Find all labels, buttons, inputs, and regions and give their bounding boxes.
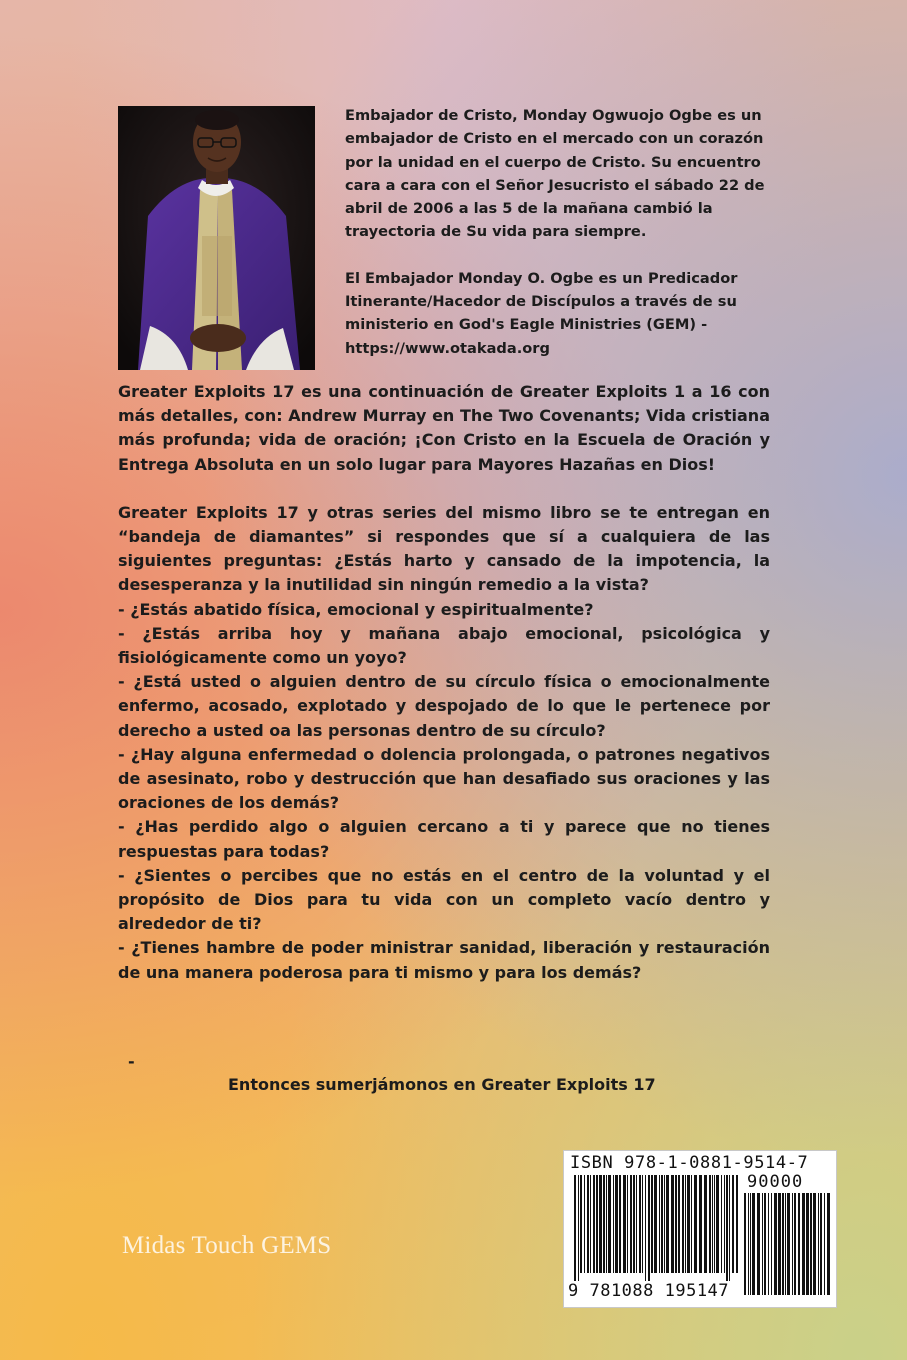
question-item: - ¿Estás arriba hoy y mañana abajo emocional, psicológica y fisiológicamente como un yoyo? (118, 623, 770, 668)
barcode-bar (785, 1193, 786, 1295)
barcode-bar (764, 1193, 766, 1295)
description-lead: Greater Exploits 17 y otras series del mismo libro se te entregan en “bandeja de diamantes” si respondes que sí a cualquiera de las siguientes preguntas: ¿Estás harto y cansado de la impotencia, la desesperanza y la inutilidad sin ningún remedio a la vista? (118, 502, 770, 595)
barcode-bar (744, 1193, 746, 1295)
barcode-bar (584, 1175, 585, 1273)
isbn-label: ISBN 978-1-0881-9514-7 (570, 1153, 809, 1173)
barcode-bar (794, 1193, 796, 1295)
barcode-bar (603, 1175, 605, 1273)
barcode-bar (792, 1193, 793, 1295)
barcode-bar (806, 1193, 809, 1295)
question-item: - ¿Has perdido algo o alguien cercano a ti y parece que no tienes respuestas para todas? (118, 817, 770, 861)
barcode-bar (593, 1175, 595, 1273)
barcode-bar (752, 1193, 755, 1295)
bio-paragraph-2: El Embajador Monday O. Ogbe es un Predicador Itinerante/Hacedor de Discípulos a través de su ministerio en God's Eagle Ministries (GEM) - https://www.otakada.org (345, 269, 738, 357)
barcode-bar (623, 1175, 626, 1273)
barcode-bar (750, 1193, 751, 1295)
barcode-bar (630, 1175, 632, 1273)
barcode-bar (642, 1175, 643, 1273)
barcode-bar (810, 1193, 812, 1295)
barcode-bar (771, 1193, 772, 1295)
barcode-bar (578, 1175, 579, 1281)
author-portrait-illustration (118, 106, 315, 370)
barcode-bar (762, 1193, 763, 1295)
book-description (118, 380, 770, 985)
barcode-bar (645, 1175, 646, 1281)
barcode-bar (682, 1175, 684, 1273)
barcode-bar (778, 1193, 781, 1295)
barcode-bar (709, 1175, 711, 1273)
barcode-bar (813, 1193, 816, 1295)
barcode-bar (798, 1193, 800, 1295)
bio-paragraph-1: Embajador de Cristo, Monday Ogwuojo Ogbe es un embajador de Cristo en el mercado con un corazón por la unidad en el cuerpo de Cristo. Su encuentro cara a cara con el Señor Jesucristo el sábado 22 de abril de 2006 a las 5 de la mañana cambió la trayectoria de Su vida para siempre. (345, 107, 765, 241)
isbn-barcode (563, 1150, 837, 1308)
barcode-bar (787, 1193, 790, 1295)
barcode-bar (818, 1193, 819, 1295)
barcode-bar (732, 1175, 734, 1273)
barcode-bar (664, 1175, 665, 1273)
ean-digits: 9 781088 195147 (568, 1281, 730, 1301)
barcode-bar (824, 1193, 825, 1295)
barcode-bar (615, 1175, 618, 1273)
barcode-bar (820, 1193, 822, 1295)
barcode-bar (627, 1175, 628, 1273)
ean-barcode-bars (574, 1175, 740, 1281)
barcode-bar (768, 1193, 769, 1295)
addon-digits: 90000 (747, 1172, 804, 1192)
barcode-bar (724, 1175, 725, 1273)
barcode-bar (606, 1175, 607, 1273)
description-intro: Greater Exploits 17 es una continuación de Greater Exploits 1 a 16 con más detalles, con: Andrew Murray en The Two Covenants; Vida cristiana más profunda; vida de oración; ¡Con Cristo en la Escuela de Oración y Entrega Absoluta en un solo lugar para Mayores Hazañas en Dios! (118, 382, 770, 474)
barcode-bar (590, 1175, 591, 1273)
barcode-bar (675, 1175, 677, 1273)
question-item: - ¿Estás abatido física, emocional y espiritualmente? (118, 599, 594, 619)
barcode-bar (685, 1175, 686, 1273)
barcode-bar (691, 1175, 692, 1273)
barcode-bar (721, 1175, 722, 1273)
barcode-bar (636, 1175, 637, 1273)
barcode-bar (704, 1175, 707, 1273)
author-photo (118, 106, 315, 370)
closing-line: Entonces sumerjámonos en Greater Exploits 17 (228, 1075, 656, 1094)
barcode-bar (671, 1175, 674, 1273)
barcode-bar (736, 1175, 738, 1273)
trailing-dash: - (128, 1052, 135, 1071)
barcode-bar (619, 1175, 621, 1273)
barcode-bar (659, 1175, 660, 1273)
barcode-bar (802, 1193, 805, 1295)
barcode-bar (639, 1175, 641, 1273)
author-bio (345, 104, 790, 360)
barcode-bar (729, 1175, 730, 1281)
barcode-bar (726, 1175, 728, 1281)
barcode-bar (678, 1175, 680, 1273)
barcode-bar (714, 1175, 715, 1273)
barcode-bar (613, 1175, 614, 1273)
barcode-bar (694, 1175, 697, 1273)
barcode-bar (654, 1175, 657, 1273)
barcode-bar (574, 1175, 576, 1281)
barcode-bar (687, 1175, 690, 1273)
barcode-bar (596, 1175, 598, 1273)
barcode-bar (633, 1175, 635, 1273)
barcode-bar (782, 1193, 784, 1295)
barcode-bar (587, 1175, 589, 1273)
question-item: - ¿Está usted o alguien dentro de su círculo física o emocionalmente enfermo, acosado, explotado y despojado de lo que le pertenece por derecho a usted oa las personas dentro de su círculo? (118, 672, 770, 740)
barcode-bar (712, 1175, 713, 1273)
barcode-bar (661, 1175, 663, 1273)
publisher-imprint: Midas Touch GEMS (122, 1232, 332, 1259)
barcode-bar (757, 1193, 760, 1295)
barcode-bar (716, 1175, 719, 1273)
barcode-bar (827, 1193, 830, 1295)
barcode-bar (648, 1175, 650, 1281)
addon-barcode-bars (744, 1193, 830, 1303)
barcode-bar (699, 1175, 702, 1273)
barcode-bar (774, 1193, 777, 1295)
barcode-bar (666, 1175, 669, 1273)
barcode-bar (651, 1175, 653, 1273)
barcode-bar (580, 1175, 582, 1273)
question-item: - ¿Tienes hambre de poder ministrar sanidad, liberación y restauración de una manera poderosa para ti mismo y para los demás? (118, 938, 770, 982)
barcode-bar (599, 1175, 602, 1273)
question-item: - ¿Hay alguna enfermedad o dolencia prolongada, o patrones negativos de asesinato, robo y destrucción que han desafiado sus oraciones y las oraciones de los demás? (118, 744, 770, 813)
question-item: - ¿Sientes o percibes que no estás en el centro de la voluntad y el propósito de Dios para tu vida con un completo vacío dentro y alrededor de ti? (118, 865, 770, 934)
barcode-bar (608, 1175, 611, 1273)
paragraph-gap (118, 477, 770, 501)
barcode-bar (748, 1193, 749, 1295)
